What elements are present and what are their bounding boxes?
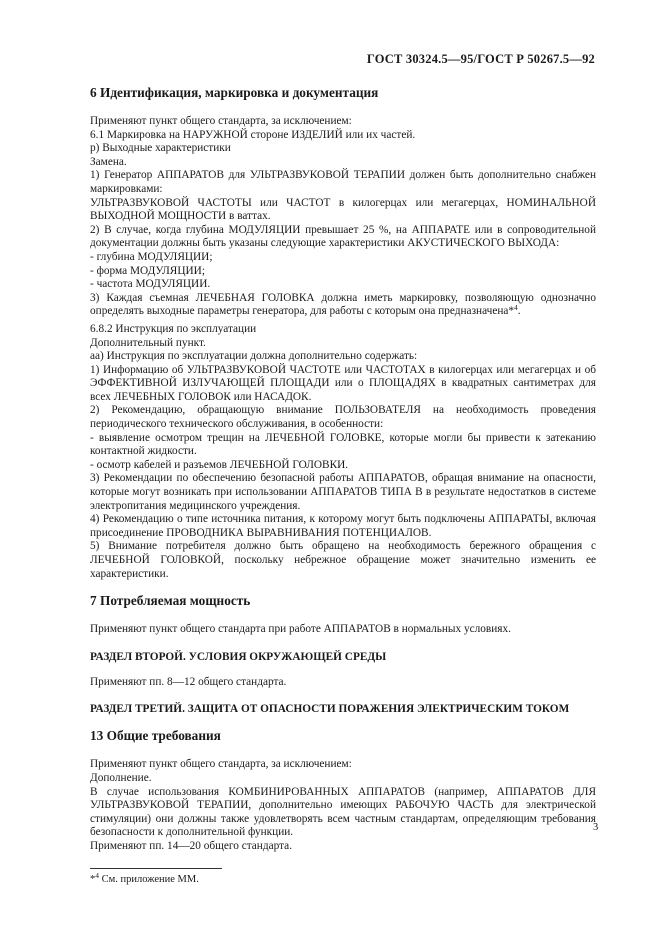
s6-line-2: 6.1 Маркировка на НАРУЖНОЙ стороне ИЗДЕЛИЙ или их частей. (90, 128, 416, 141)
s6-line-17: - выявление осмотром трещин на ЛЕЧЕБНОЙ ГОЛОВКЕ, которые могли бы привести к затеканию контактной жидкости. (90, 431, 596, 458)
part2-text: Применяют пп. 8—12 общего стандарта. (90, 675, 287, 688)
s13-line-3: В случае использования КОМБИНИРОВАННЫХ АППАРАТОВ (например, АППАРАТОВ ДЛЯ УЛЬТРАЗВУКОВОЙ ТЕРАПИИ, дополнительно имеющих РАБОЧУЮ ЧАСТЬ для электрической стимуляции) они должны также удовлетворять всем частным стандартам, определяющим требования безопасности к дополнительной функции. (90, 785, 596, 839)
running-header: ГОСТ 30324.5—95/ГОСТ Р 50267.5—92 (366, 52, 595, 66)
s6-line-7: 2) В случае, когда глубина МОДУЛЯЦИИ превышает 25 %, на АППАРАТЕ или в сопроводительной документации должны быть указаны следующие характеристики АКУСТИЧЕСКОГО ВЫХОДА: (90, 223, 596, 250)
page-content (90, 85, 599, 886)
footnote (90, 870, 596, 887)
footnote-ref: 4 (514, 303, 518, 313)
s6-line-5: 1) Генератор АППАРАТОВ для УЛЬТРАЗВУКОВОЙ ТЕРАПИИ должен быть дополнительно снабжен маркировками: (90, 169, 596, 195)
footnote-mark: * (90, 873, 96, 885)
s6-line-1: Применяют пункт общего стандарта, за исключением: (90, 115, 352, 127)
s13-line-2: Дополнение. (90, 771, 152, 784)
section-6-title: 6 Идентификация, маркировка и документация (90, 85, 379, 100)
footnote-divider (90, 868, 222, 869)
footnote-number: 4 (95, 870, 99, 880)
s6-line-21: 5) Внимание потребителя должно быть обращено на необходимость бережного обращения с ЛЕЧЕБНОЙ ГОЛОВКОЙ, поскольку небрежное обращение может значительно изменить ее характеристики. (90, 540, 596, 580)
section-7-title: 7 Потребляемая мощность (90, 593, 251, 609)
s6-line-11-text: 3) Каждая съемная ЛЕЧЕБНАЯ ГОЛОВКА должна иметь маркировку, позволяющую однозначно определять выходные параметры генератора, для работы с которым она предназначена* (90, 291, 596, 318)
s6-line-11: 3) Каждая съемная ЛЕЧЕБНАЯ ГОЛОВКА должна иметь маркировку, позволяющую однозначно определять выходные параметры генератора, для работы с которым она предназначена*$^4$. (90, 291, 596, 318)
part-3-title: РАЗДЕЛ ТРЕТИЙ. ЗАЩИТА ОТ ОПАСНОСТИ ПОРАЖЕНИЯ ЭЛЕКТРИЧЕСКИМ ТОКОМ (90, 703, 570, 716)
s6-line-13: Дополнительный пункт. (90, 336, 206, 349)
s13-line-4: Применяют пп. 14—20 общего стандарта. (90, 839, 293, 852)
s6-line-3: р) Выходные характеристики (90, 142, 231, 155)
section-13-title: 13 Общие требования (90, 728, 221, 744)
footnote-text: См. приложение ММ. (99, 873, 199, 885)
part-2-title: РАЗДЕЛ ВТОРОЙ. УСЛОВИЯ ОКРУЖАЮЩЕЙ СРЕДЫ (90, 650, 387, 663)
s6-line-6: УЛЬТРАЗВУКОВОЙ ЧАСТОТЫ или ЧАСТОТ в килогерцах или мегагерцах, НОМИНАЛЬНОЙ ВЫХОДНОЙ МОЩНОСТИ в ваттах. (90, 196, 596, 223)
s6-line-20: 4) Рекомендацию о типе источника питания, к которому могут быть подключены АППАРАТЫ, включая присоединение ПРОВОДНИКА ВЫРАВНИВАНИЯ ПОТЕНЦИАЛОВ. (90, 513, 596, 539)
s13-line-1: Применяют пункт общего стандарта, за исключением: (90, 758, 352, 771)
s7-text: Применяют пункт общего стандарта при работе АППАРАТОВ в нормальных условиях. (90, 623, 511, 636)
s6-line-4: Замена. (90, 155, 127, 168)
page-number: 3 (593, 822, 599, 833)
s6-line-14: аа) Инструкция по эксплуатации должна дополнительно содержать: (90, 350, 418, 363)
s6-line-15: 1) Информацию об УЛЬТРАЗВУКОВОЙ ЧАСТОТЕ или ЧАСТОТАХ в килогерцах или мегагерцах и об ЭФФЕКТИВНОЙ ИЗЛУЧАЮЩЕЙ ПЛОЩАДИ или о ПЛОЩАДЯХ в квадратных сантиметрах для всех ЛЕЧЕБНЫХ ГОЛОВОК или НАСАДОК. (90, 363, 596, 403)
s6-line-19: 3) Рекомендации по обеспечению безопасной работы АППАРАТОВ, обращая внимание на опасности, которые могут возникать при использовании АППАРАТОВ ТИПА В в результате недостатков в системе электропитания медицинского учреждения. (90, 472, 596, 512)
s6-line-16: 2) Рекомендацию, обращающую внимание ПОЛЬЗОВАТЕЛЯ на необходимость проведения периодического технического обслуживания, в особенности: (90, 404, 596, 431)
s6-line-9: - форма МОДУЛЯЦИИ; (90, 264, 205, 277)
s6-line-10: - частота МОДУЛЯЦИИ. (90, 278, 211, 291)
s6-line-12: 6.8.2 Инструкция по эксплуатации (90, 322, 257, 335)
s6-line-8: - глубина МОДУЛЯЦИИ; (90, 250, 213, 263)
s6-line-18: - осмотр кабелей и разъемов ЛЕЧЕБНОЙ ГОЛОВКИ. (90, 458, 349, 471)
